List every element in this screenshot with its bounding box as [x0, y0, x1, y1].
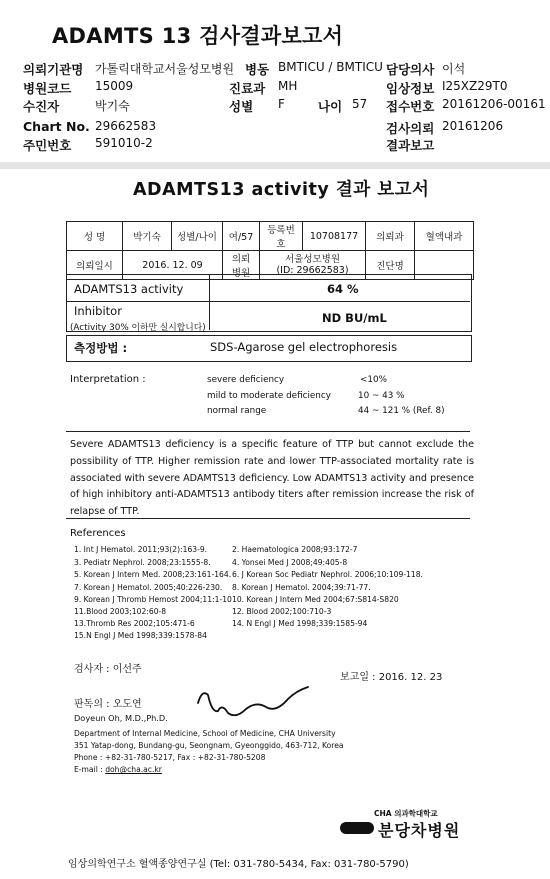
- paragraph-bottom-rule: [66, 518, 470, 519]
- reference-item: 5. Korean J Intern Med. 2008;23:161-164.: [74, 570, 232, 579]
- interp-key-mild: mild to moderate deficiency: [207, 391, 331, 401]
- email-link[interactable]: doh@cha.ac.kr: [105, 765, 162, 774]
- report-date-line: 보고일 : 2016. 12. 23: [340, 672, 443, 683]
- cell-date: 2016. 12. 09: [123, 251, 223, 280]
- value-hospital-code: 15009: [95, 79, 134, 93]
- report-title: ADAMTS13 activity 결과 보고서: [133, 180, 430, 200]
- value-ward: BMTICU / BMTICU: [278, 60, 383, 74]
- inhibitor-note: (Activity 30% 이하만 실시합니다): [70, 323, 206, 333]
- value-department: MH: [278, 79, 298, 93]
- label-patient: 수진자: [23, 99, 60, 114]
- value-resident-no: 591010-2: [95, 136, 153, 150]
- label-receipt-no: 접수번호: [386, 99, 435, 114]
- method-value: SDS-Agarose gel electrophoresis: [210, 340, 398, 354]
- hospital-logo-mark: [340, 822, 374, 834]
- value-patient: 박기숙: [95, 99, 130, 113]
- reference-item: 6. J Korean Soc Pediatr Nephrol. 2006;10:109-118.: [232, 570, 423, 579]
- page-title: ADAMTS 13 검사결과보고서: [52, 24, 344, 48]
- interpretation-label: Interpretation :: [70, 374, 146, 385]
- label-department: 진료과: [229, 81, 266, 96]
- value-requesting-org: 가톨릭대학교서울성모병원: [95, 62, 235, 76]
- label-ward: 병동: [245, 62, 270, 77]
- value-sex: F: [278, 97, 285, 111]
- label-requesting-org: 의뢰기관명: [23, 62, 84, 77]
- doctor-phone: Phone : +82-31-780-5217, Fax : +82-31-780-5208: [74, 753, 266, 762]
- patient-info-table: [66, 221, 474, 280]
- reference-item: 2. Haematologica 2008;93:172-7: [232, 545, 358, 554]
- interp-value-severe: <10%: [360, 375, 387, 385]
- value-chart-no: 29662583: [95, 119, 157, 133]
- clinical-note-paragraph: Severe ADAMTS13 deficiency is a specific feature of TTP but cannot exclude the possibility of TTP. Higher remission rate and lower TTP-associated mortality rate is associated with severe ADAMTS13 deficiency. Low ADAMTS13 activity and presence of high inhibitory anti-ADAMTS13 antibody titers after remission increase the risk of relapse of TTP.: [70, 439, 474, 518]
- doctor-name: Doyeun Oh, M.D.,Ph.D.: [74, 713, 168, 723]
- label-test-request: 검사의뢰: [386, 121, 435, 136]
- label-result-report: 결과보고: [386, 138, 435, 153]
- reference-item: 9. Korean J Thromb Hemost 2004;11:1-10: [74, 595, 232, 604]
- tester-line: 검사자 : 이선주: [74, 664, 142, 675]
- logo-hospital-name: 분당차병원: [378, 821, 461, 840]
- cell-reg-label: 등록번호: [260, 222, 303, 251]
- doctor-email-row: [74, 765, 162, 774]
- cell-dept: 혈액내과: [415, 222, 474, 251]
- reference-item: 1. Int J Hematol. 2011;93(2):163-9.: [74, 545, 208, 554]
- references-title: References: [70, 528, 126, 539]
- logo-university: CHA 의과학대학교: [374, 809, 438, 818]
- interp-value-normal: 44 ~ 121 % (Ref. 8): [358, 406, 445, 416]
- reference-item: 4. Yonsei Med J 2008;49:405-8: [232, 558, 348, 567]
- reference-item: 11.Blood 2003;102:60-8: [74, 607, 167, 616]
- label-resident-no: 주민번호: [23, 138, 72, 153]
- doctor-signature-image: [196, 683, 311, 723]
- cell-reg: 10708177: [303, 222, 366, 251]
- interp-value-mild: 10 ~ 43 %: [358, 391, 405, 401]
- doctor-address: 351 Yatap-dong, Bundang-gu, Seongnam, Gyeonggido, 463-712, Korea: [74, 741, 344, 750]
- cell-date-label: 의뢰일시: [67, 251, 123, 280]
- value-clinical-info: I25XZ29T0: [442, 79, 508, 93]
- value-age: 57: [352, 97, 368, 111]
- cell-name-label: 성 명: [67, 222, 123, 251]
- reference-item: 3. Pediatr Nephrol. 2008;23:1555-8.: [74, 558, 211, 567]
- reference-item: 14. N Engl J Med 1998;339:1585-94: [232, 619, 368, 628]
- result-row-divider: [66, 301, 470, 302]
- value-doctor: 이석: [442, 62, 466, 76]
- footer-contact: 임상의학연구소 혈액종양연구실 (Tel: 031-780-5434, Fax: 031-780-5790): [68, 859, 409, 870]
- hospital-id: (ID: 29662583): [276, 265, 349, 276]
- reference-item: 15.N Engl J Med 1998;339:1578-84: [74, 631, 207, 640]
- paragraph-top-rule: [66, 431, 470, 432]
- label-doctor: 담당의사: [386, 62, 435, 77]
- label-chart-no: Chart No.: [23, 119, 90, 134]
- activity-label: ADAMTS13 activity: [74, 282, 184, 296]
- inhibitor-label: Inhibitor: [74, 304, 122, 318]
- inhibitor-value: ND BU/mL: [322, 311, 387, 325]
- interp-key-severe: severe deficiency: [207, 375, 285, 385]
- doctor-department: Department of Internal Medicine, School of Medicine, CHA University: [74, 729, 336, 738]
- value-test-request: 20161206: [442, 119, 504, 133]
- reference-item: 13.Thromb Res 2002;105:471-6: [74, 619, 195, 628]
- hospital-name: 서울성모병원: [284, 254, 341, 265]
- cell-sexage: 여/57: [223, 222, 260, 251]
- reference-item: 8. Korean J Hematol. 2004;39:71-77.: [232, 583, 371, 592]
- cell-name: 박기숙: [123, 222, 172, 251]
- cell-sexage-label: 성별/나이: [172, 222, 223, 251]
- label-age: 나이: [318, 99, 343, 114]
- reference-item: 12. Blood 2002;100:710-3: [232, 607, 332, 616]
- label-clinical-info: 임상정보: [386, 81, 435, 96]
- activity-value: 64 %: [327, 282, 359, 296]
- section-divider: [0, 162, 550, 169]
- cell-hosp-label: 의뢰병원: [223, 251, 260, 280]
- label-sex: 성별: [229, 99, 254, 114]
- cell-dept-label: 의뢰과: [366, 222, 415, 251]
- cell-diag-label: 진단명: [366, 251, 415, 280]
- result-col-divider: [209, 274, 210, 330]
- method-label: 측정방법 :: [74, 341, 128, 355]
- interp-key-normal: normal range: [207, 406, 267, 416]
- reader-line: 판독의 : 오도연: [74, 699, 142, 710]
- value-receipt-no: 20161206-00161: [442, 97, 546, 111]
- email-label: E-mail :: [74, 765, 106, 774]
- label-hospital-code: 병원코드: [23, 81, 72, 96]
- reference-item: 7. Korean J Hematol. 2005;40:226-230.: [74, 583, 223, 592]
- reference-item: 10. Korean J Intern Med 2004;67:S814-S820: [232, 595, 399, 604]
